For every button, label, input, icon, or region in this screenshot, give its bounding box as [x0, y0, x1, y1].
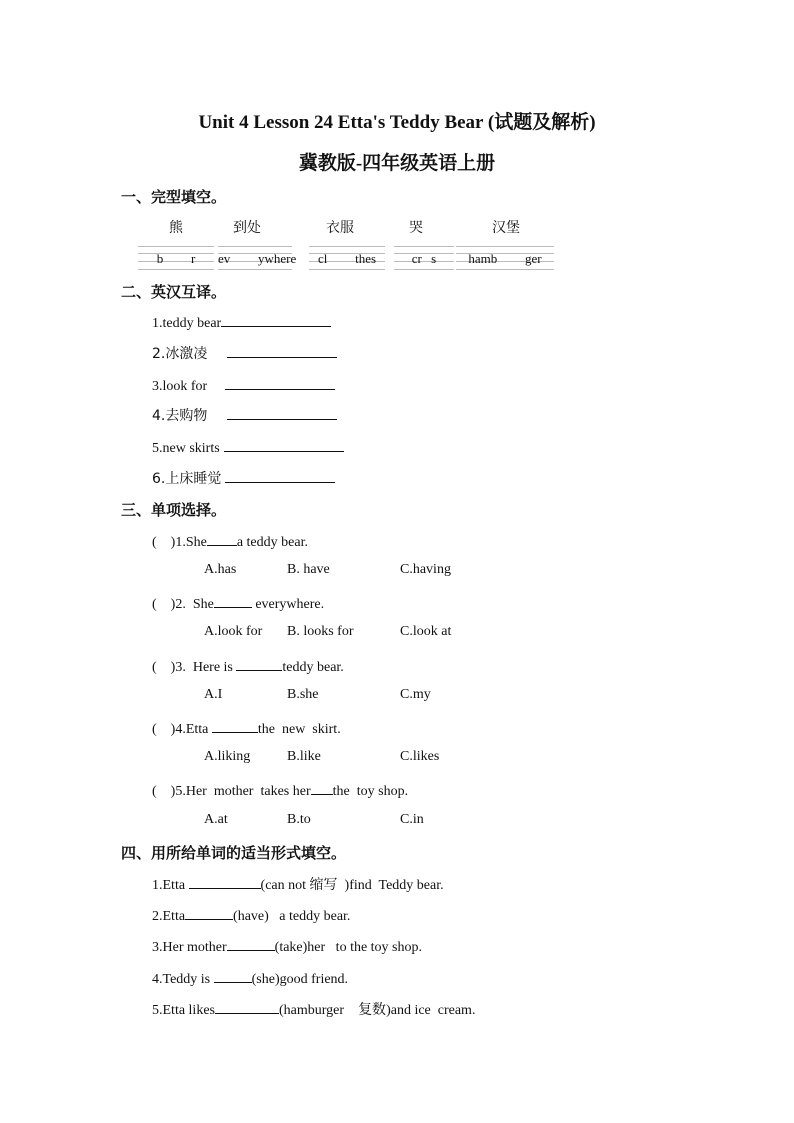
fill-item-5-start: 5.Etta likes: [152, 1003, 215, 1018]
fill-item-1-mid: (can not: [260, 878, 310, 893]
q1-option-c[interactable]: C.having: [400, 562, 451, 577]
translate-item-3: [152, 375, 335, 395]
translate-item-6-text: 6.上床睡觉: [152, 471, 222, 487]
q3-stem-end: teddy bear.: [282, 660, 344, 675]
q4-option-a[interactable]: A.liking: [204, 749, 251, 764]
answer-blank-2[interactable]: [227, 343, 337, 358]
fill-blank-5[interactable]: [215, 999, 279, 1014]
fill-item-5: [152, 999, 475, 1019]
fill-item-2: [152, 905, 350, 925]
translate-item-1-text: 1.teddy bear: [152, 316, 222, 331]
translate-item-4: [152, 405, 337, 425]
fill-item-5-mid: (hamburger: [279, 1003, 359, 1018]
section-3-heading: 三、单项选择。: [121, 501, 227, 519]
fill-item-3-start: 3.Her mother: [152, 940, 227, 955]
translate-item-2-text: 2.冰激凌: [152, 346, 208, 362]
choice-question-4: [152, 718, 341, 738]
translate-item-3-text: 3.look for: [152, 379, 208, 394]
q2-blank[interactable]: [214, 593, 252, 608]
translate-item-4-text: 4.去购物: [152, 408, 208, 424]
q5-option-c[interactable]: C.in: [400, 812, 424, 827]
fill-item-5-cn-hint: 复数: [358, 1002, 387, 1018]
fourline-everywhere: [218, 246, 297, 272]
fourline-bear: [138, 246, 214, 272]
cn-word-everywhere: 到处: [233, 220, 261, 236]
q5-option-b[interactable]: B.to: [287, 812, 311, 827]
q4-option-c[interactable]: C.likes: [400, 749, 440, 764]
fill-item-1-end: )find Teddy bear.: [337, 878, 444, 893]
fill-item-4: [152, 968, 348, 988]
fill-item-2-end: (have) a teddy bear.: [233, 909, 351, 924]
q1-option-b[interactable]: B. have: [287, 562, 330, 577]
fourline-clothes: [309, 246, 385, 272]
q5-stem-start: 5.Her mother takes her: [175, 784, 311, 799]
answer-paren-3[interactable]: ( ): [152, 660, 176, 675]
answer-paren-2[interactable]: ( ): [152, 597, 176, 612]
q2-stem-start: 2. She: [175, 597, 214, 612]
q4-blank[interactable]: [212, 718, 258, 733]
choice-question-5: [152, 780, 408, 800]
fill-blank-1[interactable]: [189, 874, 261, 889]
q2-option-a[interactable]: A.look for: [204, 624, 263, 639]
q2-stem-end: everywhere.: [251, 597, 325, 612]
choice-question-1: [152, 531, 308, 551]
section-1-heading: 一、完型填空。: [121, 188, 227, 206]
fill-word-bear[interactable]: b r: [156, 251, 196, 266]
fill-blank-4[interactable]: [214, 968, 252, 983]
cn-word-bear: 熊: [169, 220, 183, 236]
q3-option-a[interactable]: A.I: [204, 687, 223, 702]
answer-paren-1[interactable]: ( ): [152, 535, 176, 550]
q1-stem-start: 1.She: [175, 535, 207, 550]
q3-stem-start: 3. Here is: [175, 660, 237, 675]
fill-word-everywhere[interactable]: ev ywhere: [218, 251, 297, 266]
fill-item-2-start: 2.Etta: [152, 909, 186, 924]
q1-option-a[interactable]: A.has: [204, 562, 237, 577]
q2-option-b[interactable]: B. looks for: [287, 624, 354, 639]
section-4-heading: 四、用所给单词的适当形式填空。: [121, 844, 347, 862]
fill-item-1: [152, 874, 444, 894]
fill-item-3: [152, 936, 422, 956]
answer-blank-1[interactable]: [221, 312, 331, 327]
q4-option-b[interactable]: B.like: [287, 749, 321, 764]
q4-stem-start: 4.Etta: [175, 722, 212, 737]
fill-word-hamburger[interactable]: hamb ger: [468, 251, 542, 266]
fill-item-4-end: (she)good friend.: [251, 972, 349, 987]
fill-item-4-start: 4.Teddy is: [152, 972, 214, 987]
answer-blank-5[interactable]: [224, 437, 344, 452]
choice-question-2: [152, 593, 324, 613]
q5-blank[interactable]: [311, 780, 333, 795]
q3-option-c[interactable]: C.my: [400, 687, 431, 702]
q5-option-a[interactable]: A.at: [204, 812, 228, 827]
answer-blank-3[interactable]: [225, 375, 335, 390]
fill-word-cry[interactable]: cr s: [411, 251, 437, 266]
answer-paren-4[interactable]: ( ): [152, 722, 176, 737]
answer-blank-6[interactable]: [225, 468, 335, 483]
cn-word-cry: 哭: [409, 220, 423, 236]
fill-item-3-end: (take)her to the toy shop.: [274, 940, 423, 955]
translate-item-5: [152, 437, 344, 457]
choice-question-3: [152, 656, 344, 676]
fourline-cry: [394, 246, 454, 272]
fill-blank-2[interactable]: [185, 905, 233, 920]
q3-blank[interactable]: [236, 656, 282, 671]
fill-word-clothes[interactable]: cl thes: [317, 251, 377, 266]
fill-item-5-end: )and ice cream.: [386, 1003, 476, 1018]
answer-paren-5[interactable]: ( ): [152, 784, 176, 799]
translate-item-1: [152, 312, 331, 332]
q1-blank[interactable]: [207, 531, 237, 546]
translate-item-6: [152, 468, 335, 488]
q3-option-b[interactable]: B.she: [287, 687, 319, 702]
answer-blank-4[interactable]: [227, 405, 337, 420]
translate-item-2: [152, 343, 337, 363]
page-title: Unit 4 Lesson 24 Etta's Teddy Bear (试题及解析): [198, 112, 596, 133]
cn-word-hamburger: 汉堡: [492, 220, 520, 236]
q4-stem-end: the new skirt.: [257, 722, 341, 737]
q1-stem-end: a teddy bear.: [236, 535, 308, 550]
section-2-heading: 二、英汉互译。: [121, 283, 227, 301]
q5-stem-end: the toy shop.: [332, 784, 409, 799]
translate-item-5-text: 5.new skirts: [152, 441, 220, 456]
fourline-hamburger: [456, 246, 554, 272]
page-subtitle: 冀教版-四年级英语上册: [298, 153, 496, 174]
q2-option-c[interactable]: C.look at: [400, 624, 452, 639]
fill-item-1-cn-hint: 缩写: [309, 877, 338, 893]
cn-word-clothes: 衣服: [326, 220, 354, 236]
fill-item-1-start: 1.Etta: [152, 878, 189, 893]
fill-blank-3[interactable]: [227, 936, 275, 951]
